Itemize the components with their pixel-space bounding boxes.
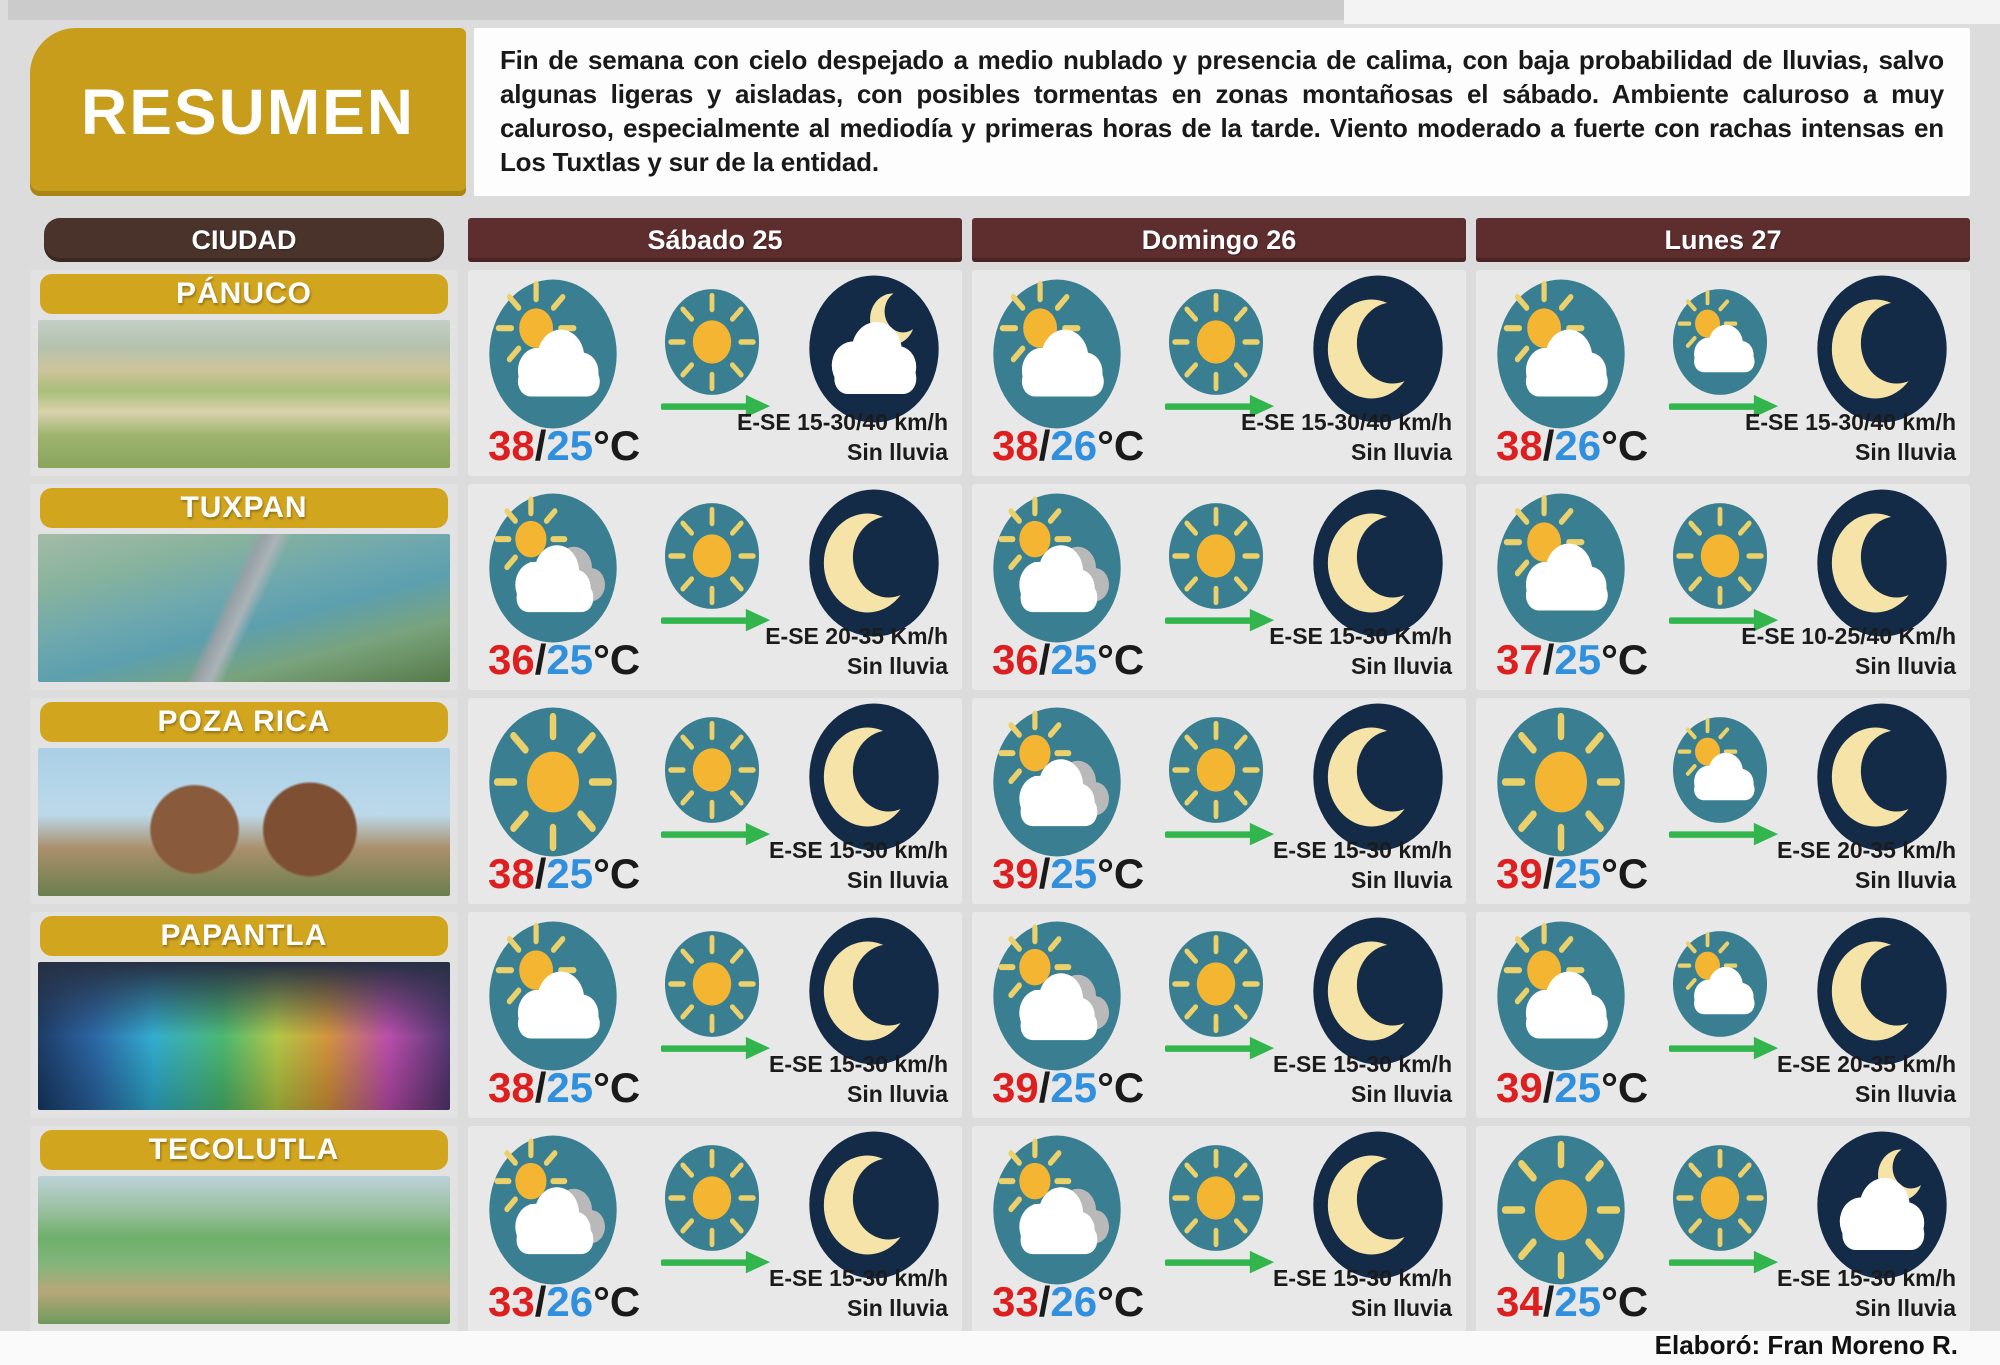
footer-credit: Elaboró: Fran Moreno R. xyxy=(1654,1330,1958,1360)
city-column-header: CIUDAD xyxy=(44,218,444,262)
temp-unit: °C xyxy=(593,1278,641,1325)
rain-text: Sin lluvia xyxy=(1351,653,1452,680)
forecast-cell xyxy=(972,484,1466,690)
partly-cloudy-gray-icon xyxy=(488,492,618,644)
rain-text: Sin lluvia xyxy=(1855,867,1956,894)
temperature xyxy=(488,1064,640,1112)
max-temp: 39 xyxy=(1496,1064,1543,1111)
wind-text: E-SE 15-30 km/h xyxy=(1273,837,1452,864)
temp-separator: / xyxy=(1038,636,1051,683)
moon-icon xyxy=(1312,1130,1444,1280)
temp-separator: / xyxy=(1038,422,1051,469)
rain-text: Sin lluvia xyxy=(1855,1081,1956,1108)
rain-text: Sin lluvia xyxy=(1351,867,1452,894)
wind-rain-block xyxy=(1777,1050,1956,1110)
forecast-cell xyxy=(972,270,1466,476)
city-label: TUXPAN xyxy=(40,488,448,528)
partly-cloudy-icon xyxy=(1496,492,1626,644)
city-label: POZA RICA xyxy=(40,702,448,742)
forecast-cell xyxy=(468,698,962,904)
temp-separator: / xyxy=(534,850,547,897)
moon-icon xyxy=(1816,488,1948,638)
max-temp: 38 xyxy=(992,422,1039,469)
moon-icon xyxy=(808,702,940,852)
temp-separator: / xyxy=(1542,1064,1555,1111)
sun-icon xyxy=(664,930,760,1038)
green-arrow-icon xyxy=(1668,1250,1780,1276)
min-temp: 25 xyxy=(1554,1278,1602,1325)
temperature xyxy=(488,636,640,684)
green-arrow-icon xyxy=(1164,822,1276,848)
max-temp: 33 xyxy=(992,1278,1039,1325)
wind-text: E-SE 15-30 km/h xyxy=(1273,1265,1452,1292)
city-cell xyxy=(30,1126,458,1332)
partly-cloudy-icon xyxy=(1496,920,1626,1072)
temp-separator: / xyxy=(1542,422,1555,469)
temperature xyxy=(992,1064,1144,1112)
temp-separator: / xyxy=(1038,1064,1051,1111)
top-gray-strip xyxy=(8,0,1344,20)
temp-unit: °C xyxy=(1097,850,1145,897)
wind-rain-block xyxy=(737,408,948,468)
temp-unit: °C xyxy=(1097,636,1145,683)
wind-rain-block xyxy=(1777,836,1956,896)
wind-rain-block xyxy=(1745,408,1956,468)
rain-text: Sin lluvia xyxy=(847,1295,948,1322)
min-temp: 26 xyxy=(1050,422,1098,469)
rain-text: Sin lluvia xyxy=(1351,1081,1452,1108)
wind-rain-block xyxy=(765,622,948,682)
rain-text: Sin lluvia xyxy=(847,867,948,894)
temp-separator: / xyxy=(1542,636,1555,683)
rain-text: Sin lluvia xyxy=(847,439,948,466)
min-temp: 25 xyxy=(1050,636,1098,683)
green-arrow-icon xyxy=(1668,822,1780,848)
temp-separator: / xyxy=(534,422,547,469)
partly-cloudy-gray-icon xyxy=(992,492,1122,644)
sun-icon xyxy=(1672,1144,1768,1252)
min-temp: 25 xyxy=(1050,1064,1098,1111)
sun-icon xyxy=(664,288,760,396)
temp-separator: / xyxy=(1038,850,1051,897)
min-temp: 25 xyxy=(546,422,594,469)
temp-unit: °C xyxy=(1601,850,1649,897)
city-label: PAPANTLA xyxy=(40,916,448,956)
city-cell xyxy=(30,912,458,1118)
min-temp: 26 xyxy=(1050,1278,1098,1325)
resumen-banner xyxy=(30,28,466,196)
temperature xyxy=(1496,422,1648,470)
partly-cloudy-icon xyxy=(1672,930,1768,1038)
moon-icon xyxy=(1312,274,1444,424)
forecast-cell xyxy=(1476,912,1970,1118)
rain-text: Sin lluvia xyxy=(847,1081,948,1108)
forecast-cell xyxy=(468,1126,962,1332)
temp-unit: °C xyxy=(593,1064,641,1111)
city-photo xyxy=(38,534,450,682)
wind-text: E-SE 15-30 km/h xyxy=(769,1051,948,1078)
forecast-cell xyxy=(972,912,1466,1118)
forecast-cell xyxy=(972,698,1466,904)
partly-cloudy-icon xyxy=(488,278,618,430)
moon-icon xyxy=(1312,488,1444,638)
min-temp: 25 xyxy=(1554,636,1602,683)
temperature xyxy=(992,1278,1144,1326)
sun-icon xyxy=(664,716,760,824)
wind-rain-block xyxy=(769,1264,948,1324)
wind-text: E-SE 10-25/40 Km/h xyxy=(1741,623,1956,650)
partly-cloudy-gray-icon xyxy=(488,1134,618,1286)
temp-unit: °C xyxy=(593,422,641,469)
max-temp: 38 xyxy=(1496,422,1543,469)
partly-cloudy-gray-icon xyxy=(992,1134,1122,1286)
city-cell xyxy=(30,270,458,476)
wind-text: E-SE 15-30 km/h xyxy=(1273,1051,1452,1078)
wind-text: E-SE 15-30 km/h xyxy=(769,837,948,864)
temperature xyxy=(488,1278,640,1326)
moon-icon xyxy=(1312,702,1444,852)
forecast-cell xyxy=(1476,270,1970,476)
green-arrow-icon xyxy=(660,822,772,848)
temp-separator: / xyxy=(1542,1278,1555,1325)
forecast-cell xyxy=(1476,698,1970,904)
temp-unit: °C xyxy=(1601,422,1649,469)
wind-rain-block xyxy=(1273,1050,1452,1110)
temp-unit: °C xyxy=(1097,1278,1145,1325)
temperature xyxy=(488,850,640,898)
max-temp: 34 xyxy=(1496,1278,1543,1325)
rain-text: Sin lluvia xyxy=(1855,1295,1956,1322)
min-temp: 25 xyxy=(1554,1064,1602,1111)
max-temp: 33 xyxy=(488,1278,535,1325)
summary-text: Fin de semana con cielo despejado a medio nublado y presencia de calima, con baja probabilidad de lluvias, salvo algunas ligeras y aisladas, con posibles tormentas en zonas montañosas el sábado. Ambiente caluroso a muy caluroso, especialmente al mediodía y primeras horas de la tarde. Viento moderado a fuerte con rachas intensas en Los Tuxtlas y sur de la entidad. xyxy=(500,45,1944,177)
temperature xyxy=(488,422,640,470)
min-temp: 25 xyxy=(546,636,594,683)
moon-icon xyxy=(1312,916,1444,1066)
sun-icon xyxy=(1168,288,1264,396)
temp-separator: / xyxy=(534,1278,547,1325)
max-temp: 38 xyxy=(488,1064,535,1111)
green-arrow-icon xyxy=(1668,1036,1780,1062)
wind-text: E-SE 15-30 Km/h xyxy=(1269,623,1452,650)
forecast-cell xyxy=(1476,484,1970,690)
rain-text: Sin lluvia xyxy=(847,653,948,680)
rain-text: Sin lluvia xyxy=(1855,653,1956,680)
partly-cloudy-icon xyxy=(488,920,618,1072)
top-light-strip xyxy=(1344,0,2000,24)
temp-separator: / xyxy=(534,636,547,683)
forecast-cell xyxy=(468,484,962,690)
wind-text: E-SE 20-35 Km/h xyxy=(765,623,948,650)
sun-icon xyxy=(1496,1134,1626,1286)
green-arrow-icon xyxy=(1164,1036,1276,1062)
forecast-cell xyxy=(1476,1126,1970,1332)
partly-cloudy-icon xyxy=(1672,288,1768,396)
moon-icon xyxy=(808,488,940,638)
forecast-table xyxy=(30,218,1970,1332)
sun-icon xyxy=(1168,716,1264,824)
day-column-header: Lunes 27 xyxy=(1476,218,1970,262)
min-temp: 26 xyxy=(546,1278,594,1325)
sun-icon xyxy=(664,1144,760,1252)
temp-separator: / xyxy=(1038,1278,1051,1325)
city-cell xyxy=(30,484,458,690)
wind-text: E-SE 15-30 km/h xyxy=(1777,1265,1956,1292)
min-temp: 25 xyxy=(1050,850,1098,897)
wind-text: E-SE 15-30 km/h xyxy=(769,1265,948,1292)
wind-text: E-SE 20-35 km/h xyxy=(1777,1051,1956,1078)
city-photo xyxy=(38,962,450,1110)
green-arrow-icon xyxy=(660,1250,772,1276)
wind-text: E-SE 20-35 km/h xyxy=(1777,837,1956,864)
temperature xyxy=(992,850,1144,898)
temp-unit: °C xyxy=(1601,1064,1649,1111)
rain-text: Sin lluvia xyxy=(1351,439,1452,466)
min-temp: 26 xyxy=(1554,422,1602,469)
partly-cloudy-icon xyxy=(992,278,1122,430)
page-title: RESUMEN xyxy=(80,76,416,148)
city-cell xyxy=(30,698,458,904)
city-photo xyxy=(38,1176,450,1324)
max-temp: 38 xyxy=(488,850,535,897)
wind-rain-block xyxy=(1741,622,1956,682)
temperature xyxy=(1496,636,1648,684)
wind-rain-block xyxy=(1273,836,1452,896)
wind-rain-block xyxy=(1777,1264,1956,1324)
sun-icon xyxy=(664,502,760,610)
day-column-header: Domingo 26 xyxy=(972,218,1466,262)
max-temp: 38 xyxy=(488,422,535,469)
cloud-moon-icon xyxy=(808,274,940,424)
max-temp: 39 xyxy=(992,1064,1039,1111)
partly-cloudy-gray-icon xyxy=(992,706,1122,858)
temp-unit: °C xyxy=(1097,422,1145,469)
max-temp: 39 xyxy=(1496,850,1543,897)
summary-panel xyxy=(474,28,1970,196)
temperature xyxy=(1496,1064,1648,1112)
green-arrow-icon xyxy=(660,1036,772,1062)
sun-icon xyxy=(1672,502,1768,610)
moon-icon xyxy=(1816,274,1948,424)
green-arrow-icon xyxy=(1164,1250,1276,1276)
sun-icon xyxy=(1168,930,1264,1038)
wind-rain-block xyxy=(1273,1264,1452,1324)
moon-icon xyxy=(1816,702,1948,852)
temp-separator: / xyxy=(1542,850,1555,897)
max-temp: 36 xyxy=(488,636,535,683)
cloud-moon-icon xyxy=(1816,1130,1948,1280)
moon-icon xyxy=(1816,916,1948,1066)
sun-icon xyxy=(1168,1144,1264,1252)
city-label: TECOLUTLA xyxy=(40,1130,448,1170)
header-section xyxy=(30,28,1970,196)
max-temp: 36 xyxy=(992,636,1039,683)
sun-icon xyxy=(1496,706,1626,858)
temp-unit: °C xyxy=(593,636,641,683)
temp-unit: °C xyxy=(593,850,641,897)
temp-unit: °C xyxy=(1601,636,1649,683)
temperature xyxy=(992,636,1144,684)
wind-rain-block xyxy=(1269,622,1452,682)
wind-text: E-SE 15-30/40 km/h xyxy=(1745,409,1956,436)
wind-rain-block xyxy=(769,1050,948,1110)
moon-icon xyxy=(808,1130,940,1280)
temp-separator: / xyxy=(534,1064,547,1111)
wind-rain-block xyxy=(769,836,948,896)
temp-unit: °C xyxy=(1097,1064,1145,1111)
rain-text: Sin lluvia xyxy=(1351,1295,1452,1322)
sun-icon xyxy=(1168,502,1264,610)
temperature xyxy=(1496,1278,1648,1326)
partly-cloudy-icon xyxy=(1496,278,1626,430)
forecast-cell xyxy=(468,270,962,476)
min-temp: 25 xyxy=(546,1064,594,1111)
green-arrow-icon xyxy=(660,608,772,634)
wind-text: E-SE 15-30/40 km/h xyxy=(737,409,948,436)
partly-cloudy-gray-icon xyxy=(992,920,1122,1072)
green-arrow-icon xyxy=(1164,608,1276,634)
temperature xyxy=(1496,850,1648,898)
day-column-header: Sábado 25 xyxy=(468,218,962,262)
wind-text: E-SE 15-30/40 km/h xyxy=(1241,409,1452,436)
temperature xyxy=(992,422,1144,470)
moon-icon xyxy=(808,916,940,1066)
max-temp: 37 xyxy=(1496,636,1543,683)
min-temp: 25 xyxy=(546,850,594,897)
wind-rain-block xyxy=(1241,408,1452,468)
city-photo xyxy=(38,320,450,468)
rain-text: Sin lluvia xyxy=(1855,439,1956,466)
forecast-cell xyxy=(972,1126,1466,1332)
min-temp: 25 xyxy=(1554,850,1602,897)
sun-icon xyxy=(488,706,618,858)
partly-cloudy-icon xyxy=(1672,716,1768,824)
max-temp: 39 xyxy=(992,850,1039,897)
temp-unit: °C xyxy=(1601,1278,1649,1325)
city-photo xyxy=(38,748,450,896)
forecast-cell xyxy=(468,912,962,1118)
city-label: PÁNUCO xyxy=(40,274,448,314)
